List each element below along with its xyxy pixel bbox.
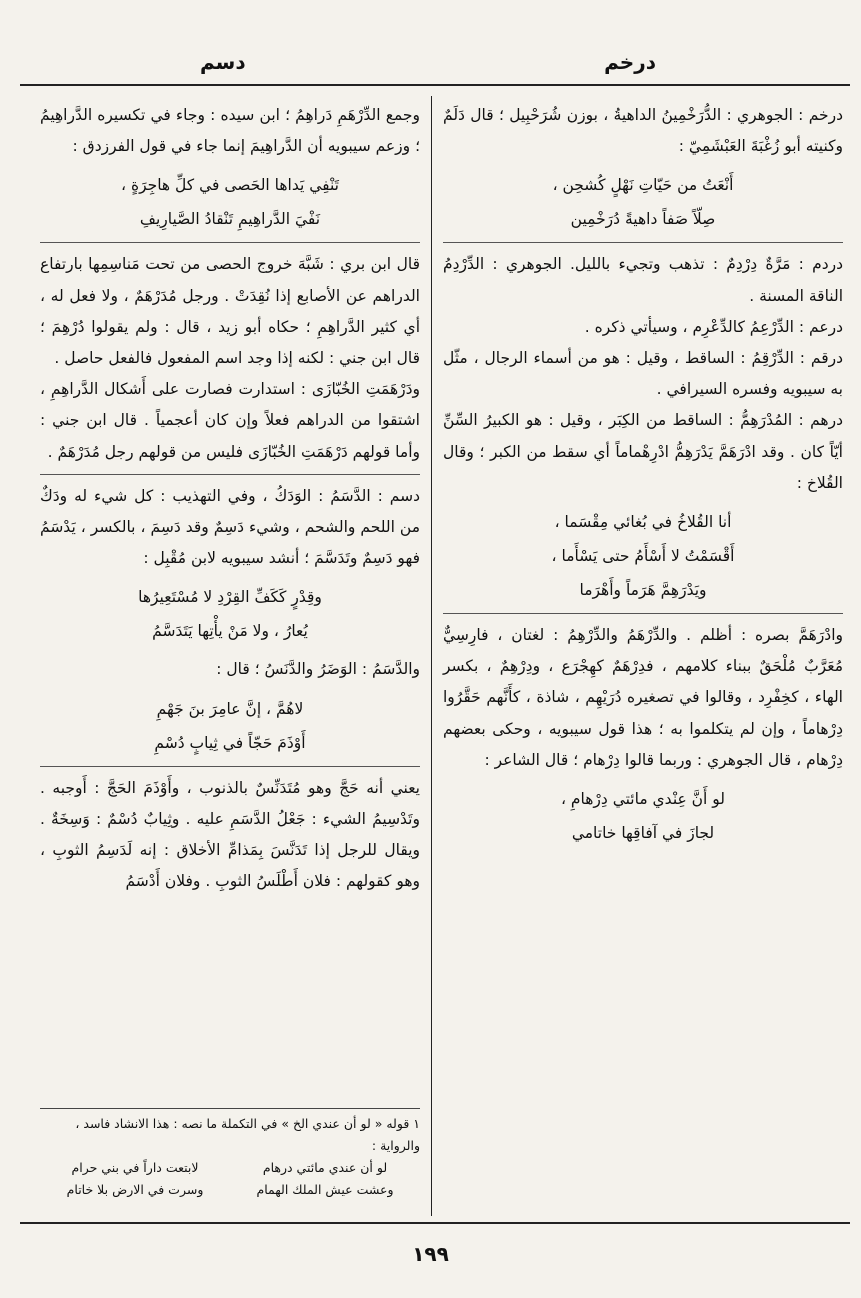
- entry-dasm-continued: يعني أنه حَجَّ وهو مُتَدَنِّسٌ بالذنوب ، وأَوْذَمَ الحَجَّ : أَوجبه . وتَدْسِيمُ الشيء : جَعْلُ الدَّسَمِ عليه . وثِيابٌ دُسْمٌ : وَسِخَةٌ . ويقال للرجل إذا تَدَنَّسَ بِمَذامِّ الأخلاق : إنه لَدَسِمُ الثوبِ ، وهو كقولهم : فلان أَطْلَسُ الثوبِ . وفلان أَدْسَمُ: [40, 766, 420, 898]
- entry-dasm-wadar: والدَّسَمُ : الوَضَرُ والدَّنَسُ ؛ قال :: [216, 660, 420, 679]
- verse-line: لاهُمَّ ، إنَّ عامِرَ بنَ جَهْمِ: [156, 699, 304, 718]
- verse-line: أنا القُلاخُ في بُغائي مِقْسَما ،: [554, 513, 732, 532]
- verse-line: نَفْيَ الدَّراهِيمِ تَنْقادُ الصَّيارِيفِ: [139, 210, 321, 229]
- footnote-line: لابتعت داراً في بني حرام: [71, 1160, 199, 1175]
- entry-darhm-plural: وجمع الدِّرْهَمِ دَراهِمُ ؛ ابن سيده : وجاء في تكسيره الدَّراهِيمُ ؛ وزعم سيبويه أن الدَّراهِيمَ إنما جاء في قول الفرزدق :: [40, 106, 420, 156]
- verse-line: وقِدْرٍ كَكَفِّ القِرْدِ لا مُسْتَعِيرُها: [138, 588, 322, 607]
- verse-block: [443, 782, 843, 850]
- right-header-word: درخم: [604, 50, 656, 74]
- left-column: [40, 100, 420, 897]
- verse-line: لجازَ في آفاقِها خاتامي: [571, 824, 715, 843]
- verse-line: صِلّاً صَفاً داهيةً دُرَخْمِين: [570, 210, 716, 229]
- verse-block: [40, 692, 420, 760]
- verse-line: أَنْعَتُ من حَيّاتِ نَهْلٍ كُشحِن ،: [552, 176, 734, 195]
- entry-dasm: دسم : الدَّسَمُ : الوَدَكُ ، وفي التهذيب : كل شيء له ودَكٌ من اللحم والشحم ، وشيء دَسِمٌ وقد دَسِمَ ، بالكسر ، يَدْسَمُ فهو دَسِمٌ وتَدَسَّمَ ؛ أنشد سيبويه لابن مُقْبِل :: [40, 474, 420, 575]
- entry-darhm: درهم : المُدْرَهِمُّ : الساقط من الكِبَر ، وقيل : هو الكبيرُ السِّنِّ أيّاً كان . وقد ادْرَهَمَّ يَدْرَهِمُّ ادْرِهْماماً أي سقط من الكبر ؛ وقال القُلاخ :: [443, 411, 843, 492]
- entry-dar3m: درعم : الدِّرْعِمُ كالدِّعْرِم ، وسيأتي ذكره .: [584, 317, 843, 336]
- verse-block: [40, 168, 420, 236]
- verse-line: أَوْذَمَ حَجّاً في ثِيابٍ دُسْمِ: [154, 733, 306, 752]
- entry-darhm-continued: وادْرَهَمَّ بصره : أظلم . والدِّرْهَمُ والدِّرْهِمُ : لغتان ، فارِسِيٌّ مُعَرَّبٌ مُلْحَقٌ ببناء كلامهم ، فدِرْهَمٌ كهِجْرَع ، ودِرْهِمٌ ، بكسر الهاء ، كخِفْرِد ، وقالوا في تصغيره دُرَيْهِم ، شاذة ، كأَنَّهم حَقَّرُوا دِرْهاماً ، وإن لم يتكلموا به ؛ هذا قول سيبويه ، وحكى بعضهم دِرْهام ، قال الجوهري : وربما قالوا دِرْهام ؛ قال الشاعر :: [443, 613, 843, 776]
- verse-block: [443, 505, 843, 607]
- verse-block: [443, 168, 843, 236]
- footnote: [40, 1108, 420, 1201]
- verse-line: أَقْسَمْتُ لا أَسْأَمُ حتى يَسْأَما ،: [551, 547, 735, 566]
- ibn-barri-comment: قال ابن بري : شَبَّهَ خروج الحصى من تحت مَناسِمِها بارتفاع الدراهم عن الأصابع إذا نُقِدَتْ . ورجل مُدَرْهَمٌ ، ولا فعل له ، أي كثير الدَّراهِمِ ؛ حكاه أبو زيد ، قال : ولم يقولوا دُرْهِمَ ؛ قال ابن جني : لكنه إذا وجد اسم المفعول فالفعل حاصل .: [40, 242, 420, 374]
- verse-line: تَنْفِي يَداها الحَصى في كلِّ هاجِرَةٍ ،: [121, 176, 339, 195]
- entry-darhamat: ودَرْهَمَتِ الخُبّازَى : استدارت فصارت على أَشكال الدَّراهِمِ ، اشتقوا من الدراهم فعلاً وإن كان أعجمياً . قال ابن جني : وأما قولهم دَرْهَمَتِ الخُبّازَى فليس من قولهم رجل مُدَرْهَمٌ .: [40, 380, 420, 461]
- page-number: ١٩٩: [412, 1242, 449, 1266]
- top-rule: [20, 84, 850, 86]
- footnote-verse: [40, 1157, 420, 1201]
- entry-darkhm: درخم : الجوهري : الدُّرَخْمِينُ الداهيةُ ، بوزن شُرَحْبِيل ؛ قال دَلَمٌ وكنيته أبو زُغْبَةَ العَبْشَمِيّ :: [443, 106, 843, 156]
- verse-line: يُعارُ ، ولا مَنْ يأْتِها يَتَدَسَّمُ: [152, 622, 308, 641]
- footnote-text: ١ قوله « لو أن عندي الخ » في التكملة ما نصه : هذا الانشاد فاسد ، والرواية :: [75, 1116, 420, 1153]
- bottom-rule: [20, 1222, 850, 1224]
- footnote-line: وعشت عيش الملك الهمام: [256, 1182, 394, 1197]
- verse-line: ويَدْرَهِمَّ هَرَماً وأَهْرَما: [579, 581, 707, 600]
- right-column: [443, 100, 843, 856]
- footnote-line: وسرت في الارض بلا خاتام: [66, 1182, 204, 1197]
- verse-block: [40, 580, 420, 648]
- column-divider: [431, 96, 432, 1216]
- verse-line: لو أَنَّ عِنْدي مائتي دِرْهامِ ،: [560, 790, 726, 809]
- footnote-line: لو أن عندي مائتي درهام: [262, 1160, 388, 1175]
- footnote-rule: [40, 1108, 420, 1109]
- entry-darqm: درقم : الدِّرْقِمُ : الساقط ، وقيل : هو من أسماء الرجال ، مثّل به سيبويه وفسره السيرافي .: [443, 349, 843, 399]
- entry-dardm: دردم : مَرَّةٌ دِرْدِمٌ : تذهب وتجيء بالليل. الجوهري : الدِّرْدِمُ الناقة المسنة .: [443, 242, 843, 311]
- left-header-word: دسم: [200, 50, 246, 74]
